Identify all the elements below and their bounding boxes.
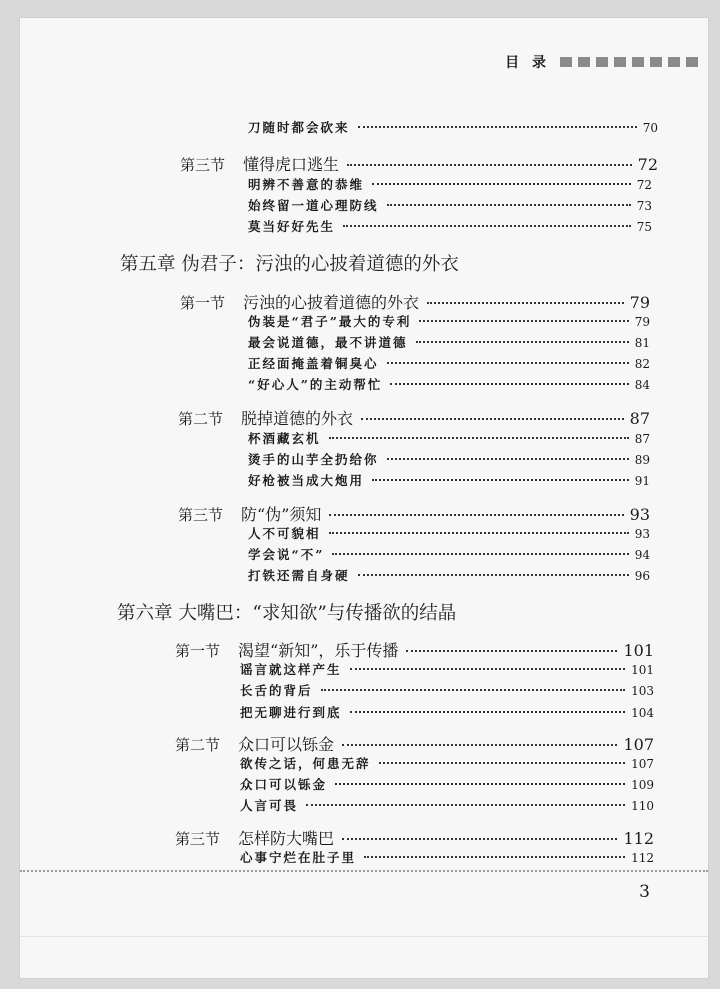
leader-dots (329, 437, 629, 439)
leader-dots (379, 762, 626, 764)
item-title: 伪装是“君子”最大的专利 (248, 314, 412, 329)
item-title: 众口可以铄金 (240, 777, 328, 792)
page-ref: 81 (634, 336, 650, 350)
toc-item-row (240, 775, 654, 793)
page-edge (20, 936, 708, 937)
leader-dots (343, 225, 631, 227)
page-ref: 107 (631, 757, 654, 771)
section-title: 渴望“新知”，乐于传播 (238, 641, 399, 660)
leader-dots (419, 320, 628, 322)
item-title: 莫当好好先生 (248, 219, 336, 234)
page-ref: 103 (631, 684, 654, 698)
section-label: 第一节 (175, 642, 221, 660)
chapter-heading: 第五章 伪君子：污浊的心披着道德的外衣 (120, 254, 459, 275)
toc-item-row (248, 175, 652, 193)
item-title: 打铁还需自身硬 (248, 568, 350, 583)
page-header (505, 52, 698, 72)
item-title: 正经面掩盖着铜臭心 (248, 356, 379, 371)
section-title: 防“伪”须知 (241, 505, 322, 524)
header-title: 目 录 (505, 55, 550, 71)
header-decoration (650, 57, 662, 67)
page-ref: 73 (636, 199, 652, 213)
leader-dots (372, 183, 631, 185)
item-title: 人不可貌相 (248, 526, 321, 541)
leader-dots (342, 744, 617, 746)
section-label: 第三节 (180, 156, 226, 174)
header-decoration (578, 57, 590, 67)
page-ref: 93 (629, 505, 650, 524)
page-ref: 87 (629, 409, 650, 428)
page-ref: 104 (631, 706, 654, 720)
page-ref: 72 (636, 178, 652, 192)
page-ref: 89 (634, 453, 650, 467)
leader-dots (342, 838, 617, 840)
leader-dots (372, 479, 629, 481)
footer-divider (20, 870, 708, 872)
item-title: 最会说道德，最不讲道德 (248, 335, 408, 350)
toc-item-row (248, 196, 652, 214)
item-title: “好心人”的主动帮忙 (248, 377, 383, 392)
page-ref: 96 (634, 569, 650, 583)
page-ref: 109 (631, 778, 654, 792)
page-ref: 101 (631, 663, 654, 677)
page-ref: 75 (636, 220, 652, 234)
leader-dots (364, 856, 625, 858)
toc-item-row (248, 471, 650, 489)
leader-dots (329, 532, 629, 534)
section-label: 第二节 (178, 410, 224, 428)
toc-item-row (248, 118, 658, 136)
section-label: 第三节 (178, 506, 224, 524)
leader-dots (390, 383, 628, 385)
page-ref: 84 (634, 378, 650, 392)
toc-section-row (175, 638, 654, 661)
toc-item-row (240, 796, 654, 814)
section-title: 众口可以铄金 (238, 735, 335, 754)
page-ref: 93 (634, 527, 650, 541)
leader-dots (347, 164, 632, 166)
leader-dots (358, 126, 637, 128)
page-ref: 79 (634, 315, 650, 329)
section-label: 第一节 (180, 294, 226, 312)
item-title: 人言可畏 (240, 798, 299, 813)
section-title: 污浊的心披着道德的外衣 (243, 293, 420, 312)
toc-section-row (175, 826, 654, 849)
item-title: 杯酒藏玄机 (248, 431, 321, 446)
toc-item-row (240, 703, 654, 721)
leader-dots (387, 362, 629, 364)
item-title: 长舌的背后 (240, 683, 313, 698)
leader-dots (350, 711, 626, 713)
header-decoration (668, 57, 680, 67)
item-title: 欲传之话，何患无辞 (240, 756, 371, 771)
header-decoration (596, 57, 608, 67)
document-page (20, 18, 708, 978)
toc-item-row (248, 375, 650, 393)
page-ref: 107 (623, 735, 654, 754)
page-ref: 70 (642, 121, 658, 135)
item-title: 把无聊进行到底 (240, 705, 342, 720)
item-title: 刀随时都会砍来 (248, 120, 350, 135)
leader-dots (335, 783, 625, 785)
toc-section-row (175, 732, 654, 755)
item-title: 烫手的山芋全扔给你 (248, 452, 379, 467)
leader-dots (329, 514, 623, 516)
page-ref: 87 (634, 432, 650, 446)
section-title: 懂得虎口逃生 (243, 155, 340, 174)
toc-item-row (240, 660, 654, 678)
leader-dots (358, 574, 629, 576)
item-title: 明辨不善意的恭维 (248, 177, 365, 192)
toc-item-row (248, 429, 650, 447)
leader-dots (387, 204, 631, 206)
leader-dots (406, 650, 617, 652)
leader-dots (416, 341, 629, 343)
item-title: 心事宁烂在肚子里 (240, 850, 357, 865)
leader-dots (427, 302, 624, 304)
section-label: 第二节 (175, 736, 221, 754)
page-ref: 112 (623, 829, 654, 848)
toc-item-row (248, 566, 650, 584)
toc-item-row (248, 333, 650, 351)
section-title: 怎样防大嘴巴 (238, 829, 335, 848)
page-ref: 112 (631, 851, 654, 865)
leader-dots (387, 458, 629, 460)
item-title: 始终留一道心理防线 (248, 198, 379, 213)
page-ref: 91 (634, 474, 650, 488)
leader-dots (306, 804, 625, 806)
header-decoration (560, 57, 572, 67)
toc-item-row (248, 524, 650, 542)
item-title: 学会说“不” (248, 547, 325, 562)
toc-section-row (178, 406, 650, 429)
item-title: 谣言就这样产生 (240, 662, 342, 677)
page-ref: 94 (634, 548, 650, 562)
leader-dots (332, 553, 628, 555)
toc-section-row (180, 290, 650, 313)
toc-item-row (248, 312, 650, 330)
toc-item-row (248, 354, 650, 372)
toc-section-row (180, 152, 658, 175)
toc-section-row (178, 502, 650, 525)
page-number: 3 (639, 882, 650, 902)
toc-item-row (248, 217, 652, 235)
leader-dots (350, 668, 626, 670)
page-ref: 82 (634, 357, 650, 371)
header-decoration (632, 57, 644, 67)
leader-dots (361, 418, 624, 420)
toc-item-row (240, 681, 654, 699)
header-decoration (686, 57, 698, 67)
toc-item-row (240, 754, 654, 772)
page-ref: 101 (623, 641, 654, 660)
toc-item-row (248, 450, 650, 468)
page-ref: 72 (637, 155, 658, 174)
section-title: 脱掉道德的外衣 (241, 409, 354, 428)
page-ref: 110 (631, 799, 654, 813)
header-decoration (614, 57, 626, 67)
item-title: 好枪被当成大炮用 (248, 473, 365, 488)
toc-item-row (248, 545, 650, 563)
toc-item-row (240, 848, 654, 866)
page-ref: 79 (629, 293, 650, 312)
leader-dots (321, 689, 626, 691)
chapter-heading: 第六章 大嘴巴：“求知欲”与传播欲的结晶 (117, 603, 457, 624)
section-label: 第三节 (175, 830, 221, 848)
